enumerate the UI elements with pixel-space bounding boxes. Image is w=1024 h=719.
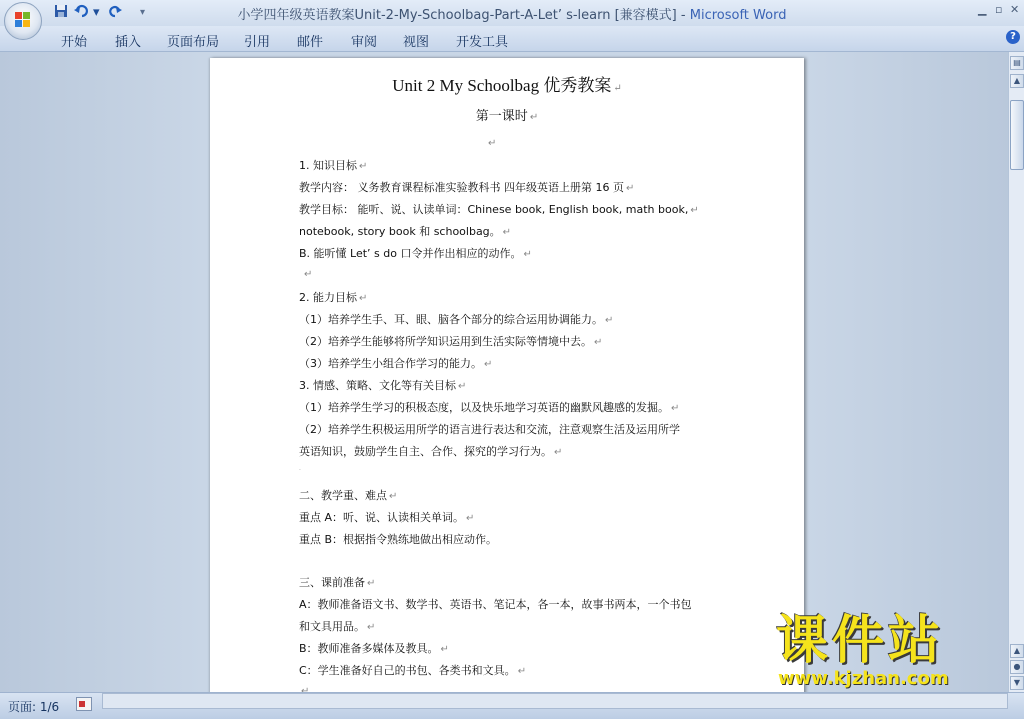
paragraph-mark: ↵ — [484, 359, 493, 370]
document-title — [210, 71, 804, 96]
tab-home[interactable]: 开始 — [61, 35, 88, 50]
document-title-text: Unit 2 My Schoolbag 优秀教案 — [392, 76, 612, 95]
paragraph-mark: ↵ — [359, 161, 368, 172]
paragraph-mark: ↵ — [613, 83, 622, 94]
paragraph-line — [299, 201, 699, 217]
minimize-icon[interactable]: ▁ — [978, 3, 987, 16]
scroll-up-icon[interactable]: ▲ — [1010, 74, 1024, 88]
paragraph-line — [299, 399, 679, 415]
office-logo-icon — [15, 12, 31, 28]
paragraph-line — [299, 443, 562, 459]
line-text: 重点 B：根据指令熟练地做出相应动作。 — [299, 533, 498, 546]
paragraph-line — [299, 311, 613, 327]
maximize-icon[interactable]: ▫ — [995, 3, 1003, 16]
paragraph-line — [299, 157, 367, 173]
paragraph-mark: ↵ — [517, 666, 527, 677]
undo-dropdown-icon[interactable]: ▾ — [93, 5, 100, 20]
paragraph-mark: ↵ — [488, 138, 497, 149]
paragraph-line — [299, 223, 511, 239]
watermark-logo — [776, 612, 1006, 692]
line-text: （3）培养学生小组合作学习的能力。 — [299, 357, 482, 370]
tab-page-layout[interactable]: 页面布局 — [167, 35, 220, 50]
paragraph-line — [299, 333, 602, 349]
tab-references[interactable]: 引用 — [244, 35, 271, 50]
paragraph-line — [299, 618, 375, 634]
watermark-url: www.kjzhan.com — [778, 668, 949, 689]
line-text: 3. 情感、策略、文化等有关目标 — [299, 379, 456, 392]
paragraph-mark: ↵ — [502, 227, 512, 238]
line-text: 三、课前准备 — [299, 576, 365, 589]
paragraph-line — [299, 596, 692, 612]
line-text: notebook, story book 和 schoolbag。 — [299, 225, 501, 238]
paragraph-line — [486, 136, 496, 149]
paragraph-mark: ↵ — [625, 183, 635, 194]
document-page[interactable] — [210, 58, 804, 692]
paragraph-line — [299, 574, 375, 590]
paragraph-line — [299, 245, 532, 261]
paragraph-mark: ↵ — [367, 622, 376, 633]
line-text: 二、教学重、难点 — [299, 489, 387, 502]
ruler-toggle-icon[interactable]: ▤ — [1010, 56, 1024, 70]
line-text: （2）培养学生积极运用所学的语言进行表达和交流，注意观察生活及运用所学 — [299, 423, 680, 436]
select-browse-object-icon[interactable]: ● — [1010, 660, 1024, 674]
paragraph-mark: ↵ — [594, 337, 603, 348]
window-title — [0, 4, 1024, 23]
paragraph-mark: ↵ — [671, 403, 680, 414]
paragraph-line — [299, 289, 367, 305]
help-icon[interactable]: ? — [1006, 30, 1020, 44]
paragraph-line — [302, 267, 312, 280]
paragraph-mark: ↵ — [440, 644, 449, 655]
paragraph-mark: ↵ — [529, 112, 539, 123]
line-text: 和文具用品。 — [299, 620, 365, 633]
line-text: 教学目标： 能听、说、认读单词：Chinese book, English book, math book, — [299, 203, 689, 216]
paragraph-line — [299, 509, 474, 525]
page-indicator[interactable]: 页面: 1/6 — [8, 700, 60, 714]
title-separator: - — [676, 8, 690, 23]
paragraph-line — [299, 487, 397, 503]
line-text: 1. 知识目标 — [299, 159, 357, 172]
paragraph-mark: ↵ — [554, 447, 563, 458]
tab-review[interactable]: 审阅 — [351, 35, 378, 50]
paragraph-line — [299, 355, 492, 371]
line-text: A：教师准备语文书、数学书、英语书、笔记本，各一本，故事书两本，一个书包 — [299, 598, 692, 611]
line-text: B：教师准备多媒体及教具。 — [299, 642, 439, 655]
tab-insert[interactable]: 插入 — [115, 35, 142, 50]
paragraph-line — [299, 377, 466, 393]
title-bar — [0, 0, 1024, 26]
paragraph-line — [299, 662, 526, 678]
close-icon[interactable]: ✕ — [1010, 3, 1020, 16]
paragraph-mark: ↵ — [389, 491, 398, 502]
paragraph-line — [299, 531, 497, 547]
line-text: B. 能听懂 Let’ s do 口令并作出相应的动作。 — [299, 247, 522, 260]
document-subtitle — [210, 105, 804, 124]
line-text: （2）培养学生能够将所学知识运用到生活实际等情境中去。 — [299, 335, 592, 348]
horizontal-scrollbar[interactable] — [102, 693, 1008, 709]
vertical-scrollbar[interactable] — [1008, 52, 1024, 692]
paragraph-mark: ↵ — [458, 381, 467, 392]
customize-quick-access-icon[interactable]: ▾ — [140, 7, 146, 18]
application-name: Microsoft Word — [689, 8, 787, 23]
line-text: 教学内容： 义务教育课程标准实验教科书 四年级英语上册第 16 页 — [299, 181, 624, 194]
previous-page-icon[interactable]: ▲ — [1010, 644, 1024, 658]
line-text: C：学生准备好自己的书包、各类书和文具。 — [299, 664, 516, 677]
proofing-icon[interactable] — [76, 697, 92, 711]
document-area — [0, 52, 1008, 692]
line-text: 2. 能力目标 — [299, 291, 357, 304]
paragraph-mark: ↵ — [690, 205, 699, 216]
paragraph-mark: ↵ — [605, 315, 614, 326]
paragraph-line — [299, 179, 634, 195]
watermark-text: 课件站 — [776, 611, 945, 671]
paragraph-line — [299, 684, 309, 692]
paragraph-line: . — [299, 465, 301, 472]
status-bar — [0, 692, 1024, 719]
tab-mailings[interactable]: 邮件 — [297, 35, 324, 50]
paragraph-mark: ↵ — [304, 269, 313, 280]
document-subtitle-text: 第一课时 — [475, 109, 528, 124]
document-name: 小学四年级英语教案Unit-2-My-Schoolbag-Part-A-Let’ s-learn [兼容模式] — [237, 8, 677, 23]
paragraph-line — [299, 640, 449, 656]
scroll-thumb[interactable] — [1010, 100, 1024, 170]
next-page-icon[interactable]: ▼ — [1010, 676, 1024, 690]
paragraph-mark: ↵ — [367, 578, 376, 589]
line-text: （1）培养学生学习的积极态度，以及快乐地学习英语的幽默风趣感的发掘。 — [299, 401, 669, 414]
line-text: 英语知识，鼓励学生自主、合作、探究的学习行为。 — [299, 445, 552, 458]
line-text: 重点 A：听、说、认读相关单词。 — [299, 511, 465, 524]
paragraph-line — [299, 421, 680, 437]
paragraph-mark: ↵ — [359, 293, 368, 304]
paragraph-mark: ↵ — [466, 513, 475, 524]
paragraph-mark: ↵ — [523, 249, 532, 260]
tab-view[interactable]: 视图 — [403, 35, 430, 50]
office-button[interactable] — [4, 2, 42, 40]
paragraph-mark: ↵ — [301, 686, 310, 692]
ribbon-tabs — [0, 26, 1024, 52]
line-text: （1）培养学生手、耳、眼、脑各个部分的综合运用协调能力。 — [299, 313, 603, 326]
tab-developer[interactable]: 开发工具 — [456, 35, 509, 50]
